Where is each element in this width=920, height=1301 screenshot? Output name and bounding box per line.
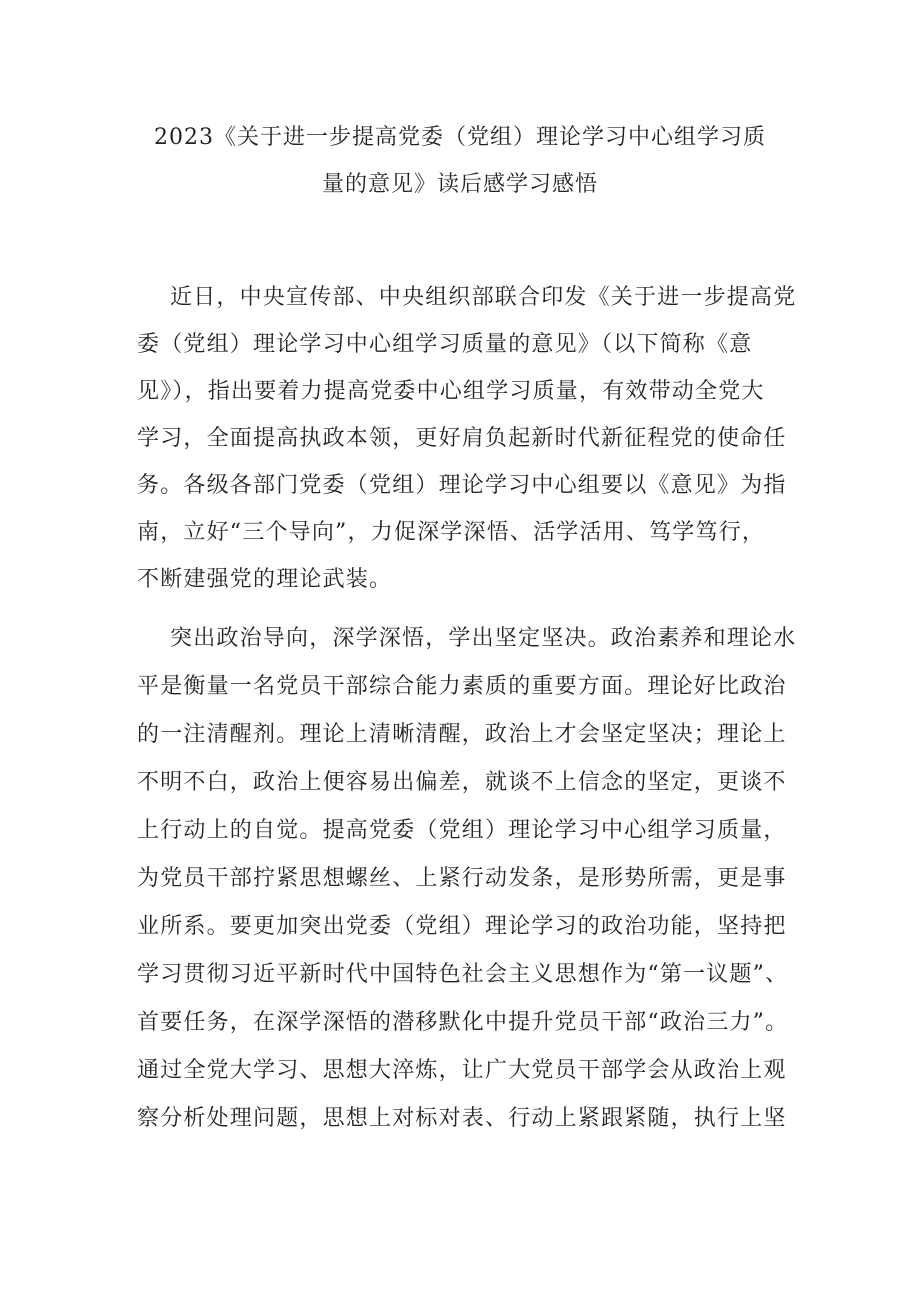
paragraph-line: 不断建强党的理论武装。 — [137, 567, 393, 592]
paragraph-line: 的一注清醒剂。理论上清晰清醒，政治上才会坚定坚决；理论上 — [137, 722, 787, 747]
paragraph-line: 业所系。要更加突出党委（党组）理论学习的政治功能，坚持把 — [137, 914, 787, 939]
paragraph-line: 突出政治导向，深学深悟，学出坚定坚决。政治素养和理论水 — [170, 626, 797, 651]
paragraph-line: 不明不白，政治上便容易出偏差，就谈不上信念的坚定，更谈不 — [137, 770, 787, 795]
paragraph-line: 上行动上的自觉。提高党委（党组）理论学习中心组学习质量， — [137, 818, 787, 843]
paragraph-line: 务。各级各部门党委（党组）理论学习中心组要以《意见》为指 — [137, 473, 787, 498]
paragraph-line: 南，立好“三个导向”，力促深学深悟、活学活用、笃学笃行， — [137, 520, 766, 545]
paragraph-line: 学习，全面提高执政本领，更好肩负起新时代新征程党的使命任 — [137, 426, 787, 451]
paragraph-line: 平是衡量一名党员干部综合能力素质的重要方面。理论好比政治 — [137, 674, 787, 699]
document-title-line-2: 量的意见》读后感学习感悟 — [321, 172, 598, 197]
paragraph-line: 委（党组）理论学习中心组学习质量的意见》（以下简称《意 — [137, 332, 753, 357]
paragraph-line: 通过全党大学习、思想大淬炼，让广大党员干部学会从政治上观 — [137, 1058, 787, 1083]
paragraph-line: 首要任务，在深学深悟的潜移默化中提升党员干部“政治三力”。 — [137, 1010, 789, 1035]
paragraph-line: 见》），指出要着力提高党委中心组学习质量，有效带动全党大 — [137, 379, 765, 404]
paragraph-line: 为党员干部拧紧思想螺丝、上紧行动发条，是形势所需，更是事 — [137, 866, 787, 891]
document-title-line-1: 2023《关于进一步提高党委（党组）理论学习中心组学习质 — [154, 125, 766, 150]
paragraph-line: 近日，中央宣传部、中央组织部联合印发《关于进一步提高党 — [170, 285, 797, 310]
paragraph-line: 察分析处理问题，思想上对标对表、行动上紧跟紧随，执行上坚 — [137, 1106, 787, 1131]
paragraph-line: 学习贯彻习近平新时代中国特色社会主义思想作为“第一议题”、 — [137, 962, 789, 987]
